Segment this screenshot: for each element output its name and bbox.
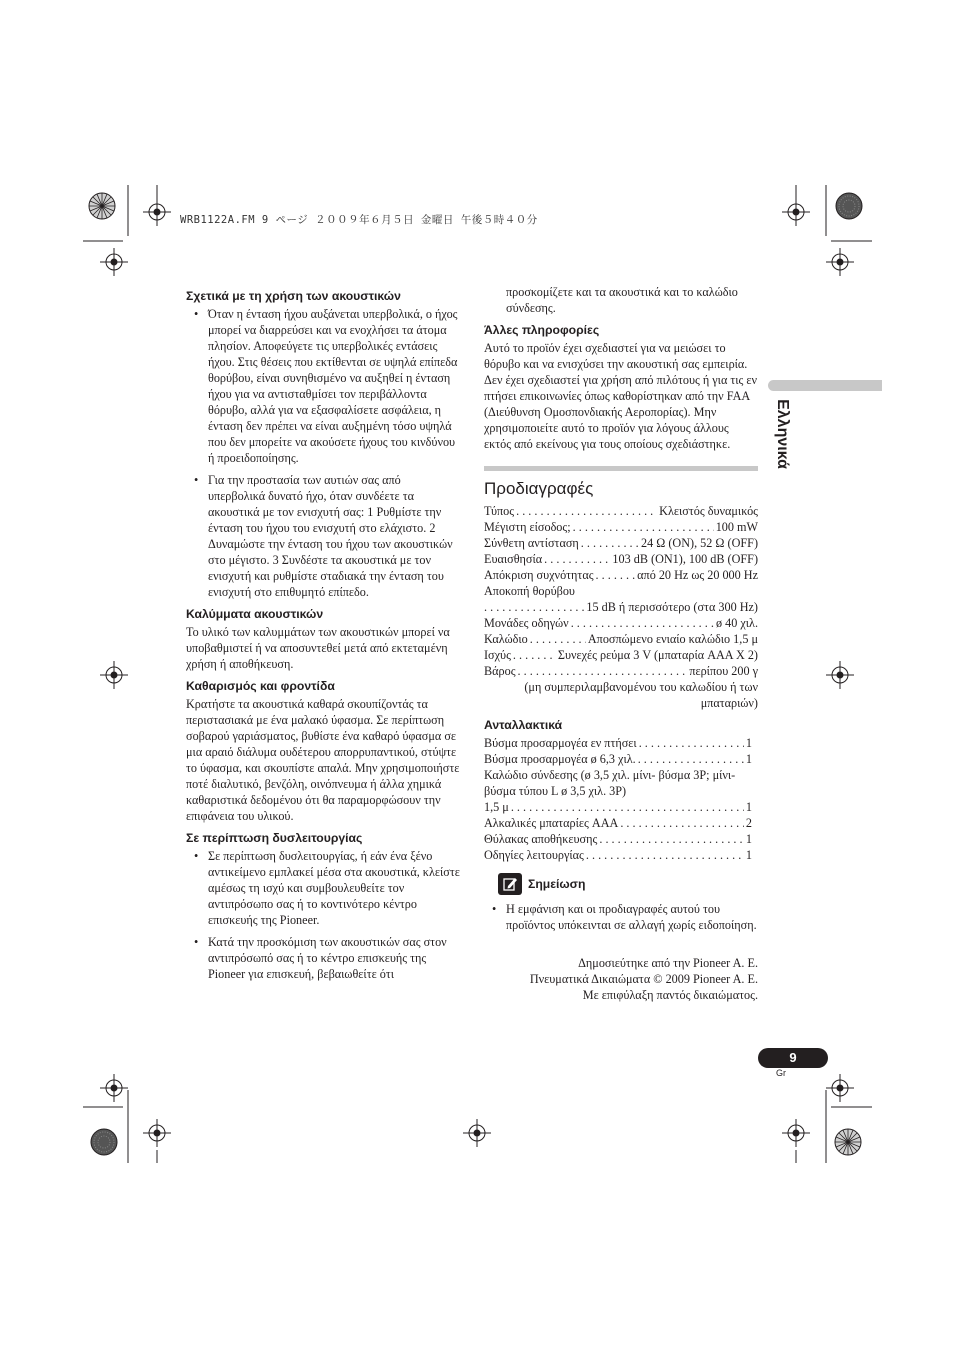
section-title-specifications: Προδιαγραφές	[484, 479, 594, 498]
section-title-other-info: Άλλες πληροφορίες	[484, 323, 600, 337]
continued-bullet-text: προσκομίζετε και τα ακουστικά και το καλώδιο σύνδεσης.	[506, 285, 738, 315]
spec-row: Απόκριση συχνότητας . . . από 20 Hz ως 20 000 Hz	[484, 567, 758, 583]
accessory-row: Αλκαλικές μπαταρίες AAA . . . 2	[484, 815, 758, 831]
malfunction-list	[186, 848, 460, 982]
registration-mark-mid-right	[826, 661, 854, 689]
publisher-line: Δημοσιεύτηκε από την Pioneer A. E.	[578, 956, 758, 970]
registration-mark-mid-left	[100, 661, 128, 689]
section-title-cleaning: Καθαρισμός και φροντίδα	[186, 679, 335, 693]
accessory-row: Βύσμα προσαρμογέα εν πτήσει . . . 1	[484, 735, 758, 751]
note-list	[484, 901, 758, 933]
spec-row: Καλώδιο . . . Αποσπώμενο ενιαίο καλώδιο 1,5 μ	[484, 631, 758, 647]
list-item: • Η εμφάνιση και οι προδιαγραφές αυτού του προϊόντος υπόκεινται σε αλλαγή χωρίς ειδοποίηση.	[484, 901, 758, 933]
section-divider	[484, 466, 758, 471]
headphone-use-list	[186, 306, 460, 600]
spec-row: Μονάδες οδηγών . . . ø 40 χιλ.	[484, 615, 758, 631]
language-tab-label: Ελληνικά	[774, 399, 791, 469]
spec-list	[484, 503, 758, 711]
right-column	[484, 284, 758, 1003]
spec-row: Σύνθετη αντίσταση . . . 24 Ω (ON), 52 Ω (OFF)	[484, 535, 758, 551]
publisher-info	[484, 955, 758, 1003]
registration-mark-top-left	[83, 185, 171, 276]
left-column	[186, 288, 460, 988]
rights-line: Με επιφύλαξη παντός δικαιώματος.	[582, 988, 758, 1002]
spec-row: Ισχύς . . . Συνεχές ρεύμα 3 V (μπαταρία AAA X 2)	[484, 647, 758, 663]
section-title-malfunction: Σε περίπτωση δυσλειτουργίας	[186, 831, 363, 845]
spec-row: Τύπος . . . Κλειστός δυναμικός	[484, 503, 758, 519]
accessory-row: Θύλακας αποθήκευσης . . . 1	[484, 831, 758, 847]
section-title-accessories: Ανταλλακτικά	[484, 718, 563, 732]
list-item: • Κατά την προσκόμιση των ακουστικών σας στον αντιπρόσωπό σας ή το κέντρο επισκευής της Pioneer για επισκευή, βεβαιωθείτε ότι	[186, 934, 460, 982]
accessory-row: Οδηγίες λειτουργίας . . . 1	[484, 847, 758, 863]
list-item: • Για την προστασία των αυτιών σας από υπερβολικά δυνατό ήχο, όταν συνδέετε τα ακουστικά με τον ενισχυτή σας: 1 Ρυθμίστε την ένταση του ήχου του ενισχυτή στο ελάχιστο. 2 Δυναμώστε την ένταση του ήχου των ακουστικών στο μέγιστο. 3 Συνδέστε τα ακουστικά με τον ενισχυτή και ρυθμίστε σταδιακά την ένταση του ενισχυτή στο επιθυμητό επίπεδο.	[186, 472, 460, 600]
spec-row: Ευαισθησία . . . 103 dB (ON1), 100 dB (OFF)	[484, 551, 758, 567]
spec-weight-note: (μη συμπεριλαμβανομένου του καλωδίου ή των μπαταριών)	[524, 680, 758, 710]
spec-row: Μέγιστη είσοδος; . . . 100 mW	[484, 519, 758, 535]
registration-mark-top-right	[782, 185, 872, 276]
other-info-text: Αυτό το προϊόν έχει σχεδιαστεί για να μειώσει το θόρυβο και να ενισχύσει την ακουστική σας εμπειρία. Δεν έχει σχεδιαστεί για χρήση από πιλότους ή για τις εν πτήσει επικοινωνίες όπως καθορίστηκαν από την FAA (Διεύθυνση Ομοσπονδιακής Αεροπορίας). Μην χρησιμοποιείτε αυτό το προϊόν για λόγους άλλους εκτός από εκείνους για τους οποίους σχεδιάστηκε.	[484, 341, 758, 451]
registration-mark-bottom-center	[463, 1119, 491, 1147]
ear-pads-text: Το υλικό των καλυμμάτων των ακουστικών μπορεί να υποβαθμιστεί ή να αποσυντεθεί μετά από εκτεταμένη χρήση ή αποθήκευση.	[186, 625, 450, 671]
note-title: Σημείωση	[528, 877, 586, 891]
print-file-header: WRB1122A.FM 9 ページ ２００９年６月５日 金曜日 午後５時４０分	[180, 214, 538, 226]
accessory-row: Βύσμα προσαρμογέα ø 6,3 χιλ. . . . 1	[484, 751, 758, 767]
pencil-note-icon	[498, 873, 522, 895]
section-title-headphone-use: Σχετικά με τη χρήση των ακουστικών	[186, 289, 401, 303]
spec-row: . . . 15 dB ή περισσότερο (στα 300 Hz)	[484, 599, 758, 615]
accessory-row: 1,5 μ . . . 1	[484, 799, 758, 815]
accessories-list	[484, 735, 758, 863]
accessory-cable-text: Καλώδιο σύνδεσης (ø 3,5 χιλ. μίνι- βύσμα 3P; μίνι-βύσμα τύπου L ø 3,5 χιλ. 3P)	[484, 768, 736, 798]
spec-row: Βάρος . . . περίπου 200 γ	[484, 663, 758, 679]
page-number: 9	[758, 1048, 828, 1068]
list-item: • Όταν η ένταση ήχου αυξάνεται υπερβολικά, ο ήχος μπορεί να διαρρεύσει και να ενοχλήσει τα άτομα πλησίον. Αποφεύγετε τις υπερβολικές εντάσεις ήχου. Στις θέσεις που εκτίθενται σε υψηλά επίπεδα θορύβου, είναι συνηθισμένο να αυξηθεί η ένταση ήχου για να αντισταθμίσει τον περιβάλλοντα θόρυβο, αλλά για να εξασφαλίσετε ασφάλεια, η ένταση δεν πρέπει να είναι αυξημένη τόσο υψηλά που δεν μπορείτε να ακούσετε ήχους του κινδύνου ή προειδοποίησης.	[186, 306, 460, 466]
spec-noise-label: Αποκοπή θορύβου	[484, 584, 575, 598]
cleaning-text: Κρατήστε τα ακουστικά καθαρά σκουπίζοντάς τα περιστασιακά με ένα μαλακό ύφασμα. Σε περίπτωση σοβαρού γαριάσματος, βυθίστε ένα καθαρό ύφασμα σε μια αραιό διάλυμα ουδέτερου απορρυπαντικού, στύψτε το ύφασμα, και σκουπίστε απαλά. Μην χρησιμοποιήστε ποτέ διαλυτικό, βενζόλη, οινόπνευμα ή άλλα χημικά καθαριστικά δεδομένου ότι θα παραμορφώσουν την επιφάνεια του υλικού.	[186, 697, 460, 823]
list-item: • Σε περίπτωση δυσλειτουργίας, ή εάν ένα ξένο αντικείμενο εμπλακεί μέσα στα ακουστικά, κλείστε αμέσως τη ισχύ και συμβουλευθείτε τον αντιπρόσωπο σας ή το κοντινότερο κέντρο επισκευής της Pioneer.	[186, 848, 460, 928]
section-title-ear-pads: Καλύμματα ακουστικών	[186, 607, 324, 621]
registration-mark-bottom-right	[782, 1074, 872, 1163]
language-tab-bar	[768, 380, 882, 391]
copyright-line: Πνευματικά Δικαιώματα © 2009 Pioneer A. E.	[529, 972, 758, 986]
note-header	[498, 873, 758, 895]
page-language-code: Gr	[776, 1068, 786, 1078]
registration-mark-bottom-left	[83, 1074, 171, 1163]
